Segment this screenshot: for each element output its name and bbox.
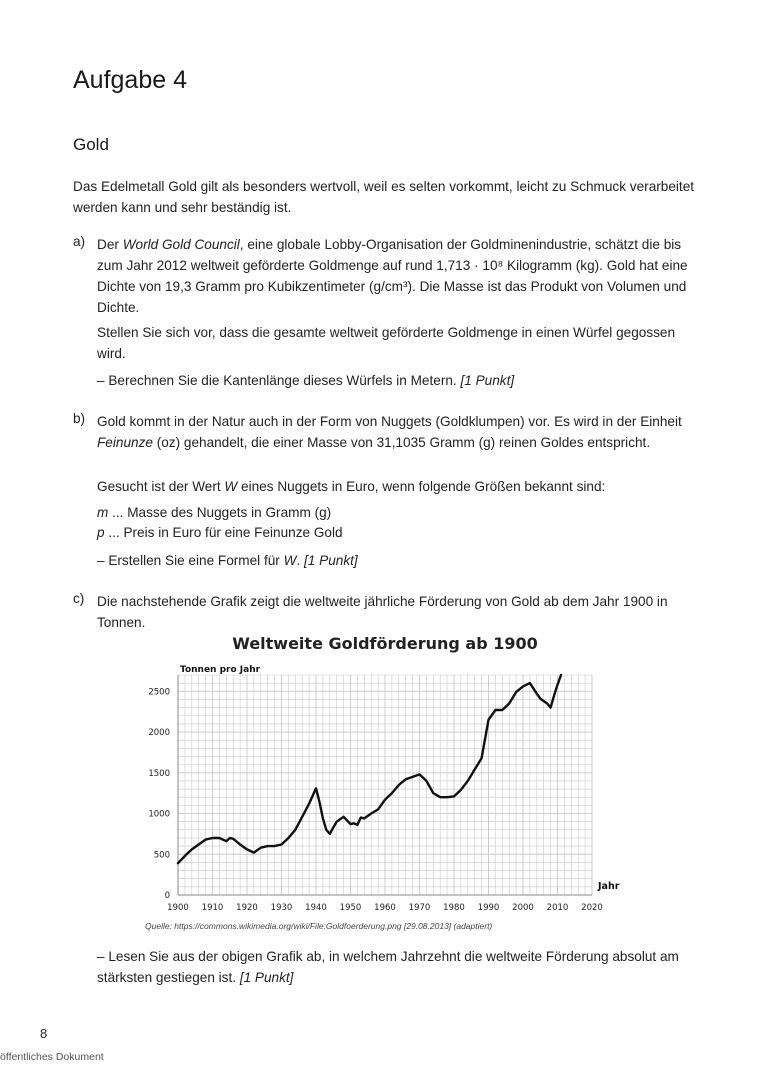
task-text: – Berechnen Sie die Kantenlänge dieses Würfels in Metern. [97, 373, 457, 388]
text-run: Der [97, 237, 123, 252]
chart-source: Quelle: https://commons.wikimedia.org/wiki/File:Goldfoerderung.png [29.08.2013] (adaptiert) [145, 921, 493, 931]
points-label: [1 Punkt] [304, 553, 358, 568]
text-run: Gold kommt in der Natur auch in der Form von Nuggets (Goldklumpen) vor. Es wird in der Einheit [97, 414, 682, 429]
x-tick-label: 1930 [270, 903, 293, 913]
variable: W [283, 553, 297, 568]
y-tick-label: 1000 [148, 809, 170, 820]
x-tick-label: 1980 [443, 903, 465, 913]
y-tick-label: 2500 [148, 687, 170, 698]
text-run: ... Masse des Nuggets in Gramm (g) [108, 505, 332, 520]
part-b-label: b) [73, 411, 86, 426]
y-axis-ticks [148, 687, 170, 901]
x-tick-label: 1970 [408, 903, 431, 913]
x-tick-label: 2000 [512, 903, 534, 913]
variable: p [97, 525, 105, 540]
x-axis-ticks [167, 903, 603, 913]
intro-paragraph: Das Edelmetall Gold gilt als besonders wertvoll, weil es selten vorkommt, leicht zu Schmuck verarbeitet werden kann und sehr beständig ist. [73, 179, 695, 215]
part-a-paragraph-2: Stellen Sie sich vor, dass die gesamte weltweit geförderte Goldmenge in einen Würfel gegossen wird. [97, 325, 676, 361]
part-b-paragraph-2 [97, 476, 697, 497]
series-line [178, 675, 561, 863]
unit-name: Feinunze [97, 435, 153, 450]
y-tick-label: 0 [164, 891, 170, 901]
task-text: – Erstellen Sie eine Formel für [97, 553, 284, 568]
points-label: [1 Punkt] [239, 970, 294, 985]
x-tick-label: 1900 [167, 903, 189, 913]
variable-definition-m [97, 502, 697, 523]
variable-definition-p [97, 522, 697, 543]
part-c-paragraph-1: Die nachstehende Grafik zeigt die weltweite jährliche Förderung von Gold ab dem Jahr 1900 in Tonnen. [97, 594, 668, 630]
x-tick-label: 1920 [236, 903, 258, 913]
footer-note: öffentliches Dokument [0, 1051, 104, 1063]
part-a-label: a) [73, 234, 86, 249]
part-c-label: c) [73, 591, 85, 606]
text-run: eines Nuggets in Euro, wenn folgende Größen bekannt sind: [237, 479, 606, 494]
x-axis-label: Jahr [598, 881, 620, 892]
part-a-paragraph-1 [97, 234, 697, 318]
x-tick-label: 2020 [581, 903, 603, 913]
x-tick-label: 1990 [477, 903, 500, 913]
chart-grid [178, 675, 592, 895]
text-run: , eine globale Lobby-Organisation der Goldminenindustrie, schätzt die bis zum Jahr 2012 weltweit geförderte Goldmenge auf rund 1,713 · 10⁸ Kilogramm (kg). Gold hat eine Dichte von 19,3 Gramm pro Kubikzentimeter (g/cm³). Die Masse ist das Produkt von Volumen und Dichte. [97, 237, 688, 315]
text-run: . [296, 553, 301, 568]
y-tick-label: 500 [153, 850, 170, 861]
y-axis-label: Tonnen pro Jahr [180, 665, 261, 675]
points-label: [1 Punkt] [460, 373, 515, 388]
x-tick-label: 1940 [305, 903, 327, 913]
y-tick-label: 1500 [148, 768, 170, 779]
page-number: 8 [40, 1026, 48, 1041]
variable: W [224, 479, 238, 494]
text-run: (oz) gehandelt, die einer Masse von 31,1035 Gramm (g) reinen Goldes entspricht. [152, 435, 651, 450]
variable: m [97, 505, 109, 520]
page-title: Aufgabe 4 [73, 66, 187, 94]
part-b-task [97, 550, 697, 571]
y-tick-label: 2000 [148, 728, 170, 739]
x-tick-label: 1960 [374, 903, 396, 913]
gold-production-chart [130, 655, 620, 920]
part-b-paragraph-1 [97, 411, 697, 453]
chart-title: Weltweite Goldförderung ab 1900 [232, 634, 538, 653]
x-tick-label: 1950 [339, 903, 362, 913]
section-title: Gold [73, 135, 109, 154]
x-tick-label: 2010 [546, 903, 569, 913]
text-run: Gesucht ist der Wert [97, 479, 225, 494]
part-a-task [97, 370, 697, 391]
x-tick-label: 1910 [201, 903, 224, 913]
text-run: ... Preis in Euro für eine Feinunze Gold [104, 525, 343, 540]
part-c-task [97, 946, 697, 988]
organization-name: World Gold Council [122, 237, 240, 252]
task-text: – Lesen Sie aus der obigen Grafik ab, in welchem Jahrzehnt die weltweite Förderung absolut am stärksten gestiegen ist. [97, 949, 679, 985]
